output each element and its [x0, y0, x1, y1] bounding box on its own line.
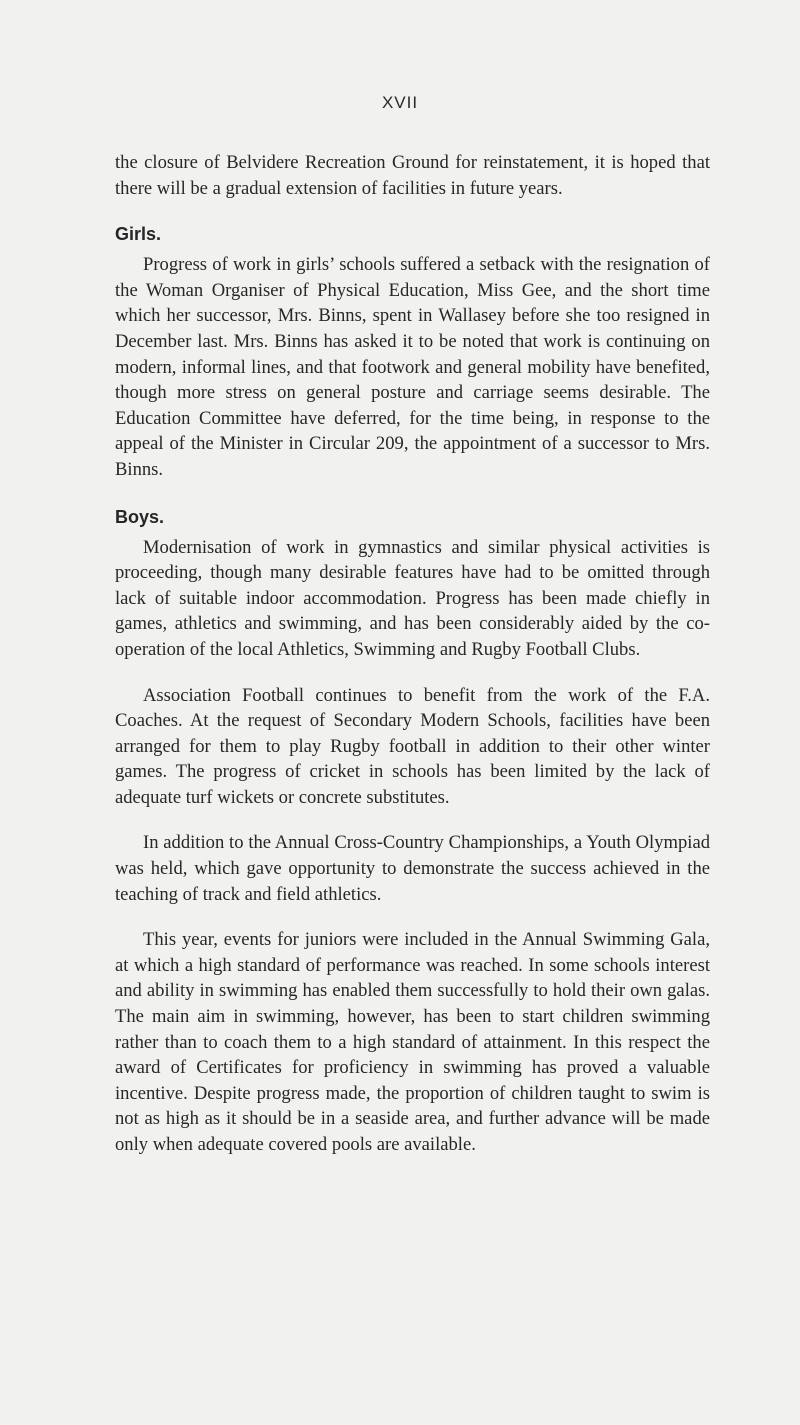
girls-paragraph: Progress of work in girls’ schools suffered a setback with the resignation of the Woman Organiser of Physical Education, Miss Gee, and the short time which her successor, Mrs. Binns, spent in Wallasey before she too resigned in December last. Mrs. Binns has asked it to be noted that work is continuing on modern, informal lines, and that footwork and general mobility have benefited, though more stress on general posture and carriage seems desirable. The Education Committee have deferred, for the time being, in response to the appeal of the Minister in Circular 209, the appointment of a successor to Mrs. Binns. — [115, 254, 710, 480]
intro-paragraph: the closure of Belvidere Recreation Ground for reinstatement, it is hoped that there will be a gradual extension of facilities in future years. — [115, 152, 710, 199]
boys-paragraph-2: Association Football continues to benefit from the work of the F.A. Coaches. At the request of Secondary Modern Schools, facilities have been arranged for them to play Rugby football in addition to their other winter games. The progress of cricket in schools has been limited by the lack of adequate turf wickets or concrete substitutes. — [115, 684, 710, 808]
girls-heading: Girls. — [115, 224, 162, 245]
boys-paragraph-4: This year, events for juniors were included in the Annual Swimming Gala, at which a high standard of performance was reached. In some schools interest and ability in swimming has enabled them successfully to hold their own galas. The main aim in swimming, however, has been to start children swimming rather than to coach them to a high standard of attainment. In this respect the award of Certificates for proficiency in swimming has proved a valuable incentive. Despite progress made, the proportion of children taught to swim is not as high as it should be in a seaside area, and further advance will be made only when adequate covered pools are available. — [115, 929, 710, 1155]
page-body — [115, 150, 710, 1158]
boys-heading: Boys. — [115, 506, 165, 527]
boys-paragraph-1: Modernisation of work in gymnastics and similar physical activities is proceeding, though many desirable features have had to be omitted through lack of suitable indoor accommodation. Progress has been made chiefly in games, athletics and swimming, and has been considerably aided by the co-operation of the local Athletics, Swimming and Rugby Football Clubs. — [115, 536, 710, 660]
boys-paragraph-3: In addition to the Annual Cross-Country Championships, a Youth Olympiad was held, which gave opportunity to demonstrate the success achieved in the teaching of track and field athletics. — [115, 832, 710, 905]
page-number: XVII — [381, 93, 419, 112]
